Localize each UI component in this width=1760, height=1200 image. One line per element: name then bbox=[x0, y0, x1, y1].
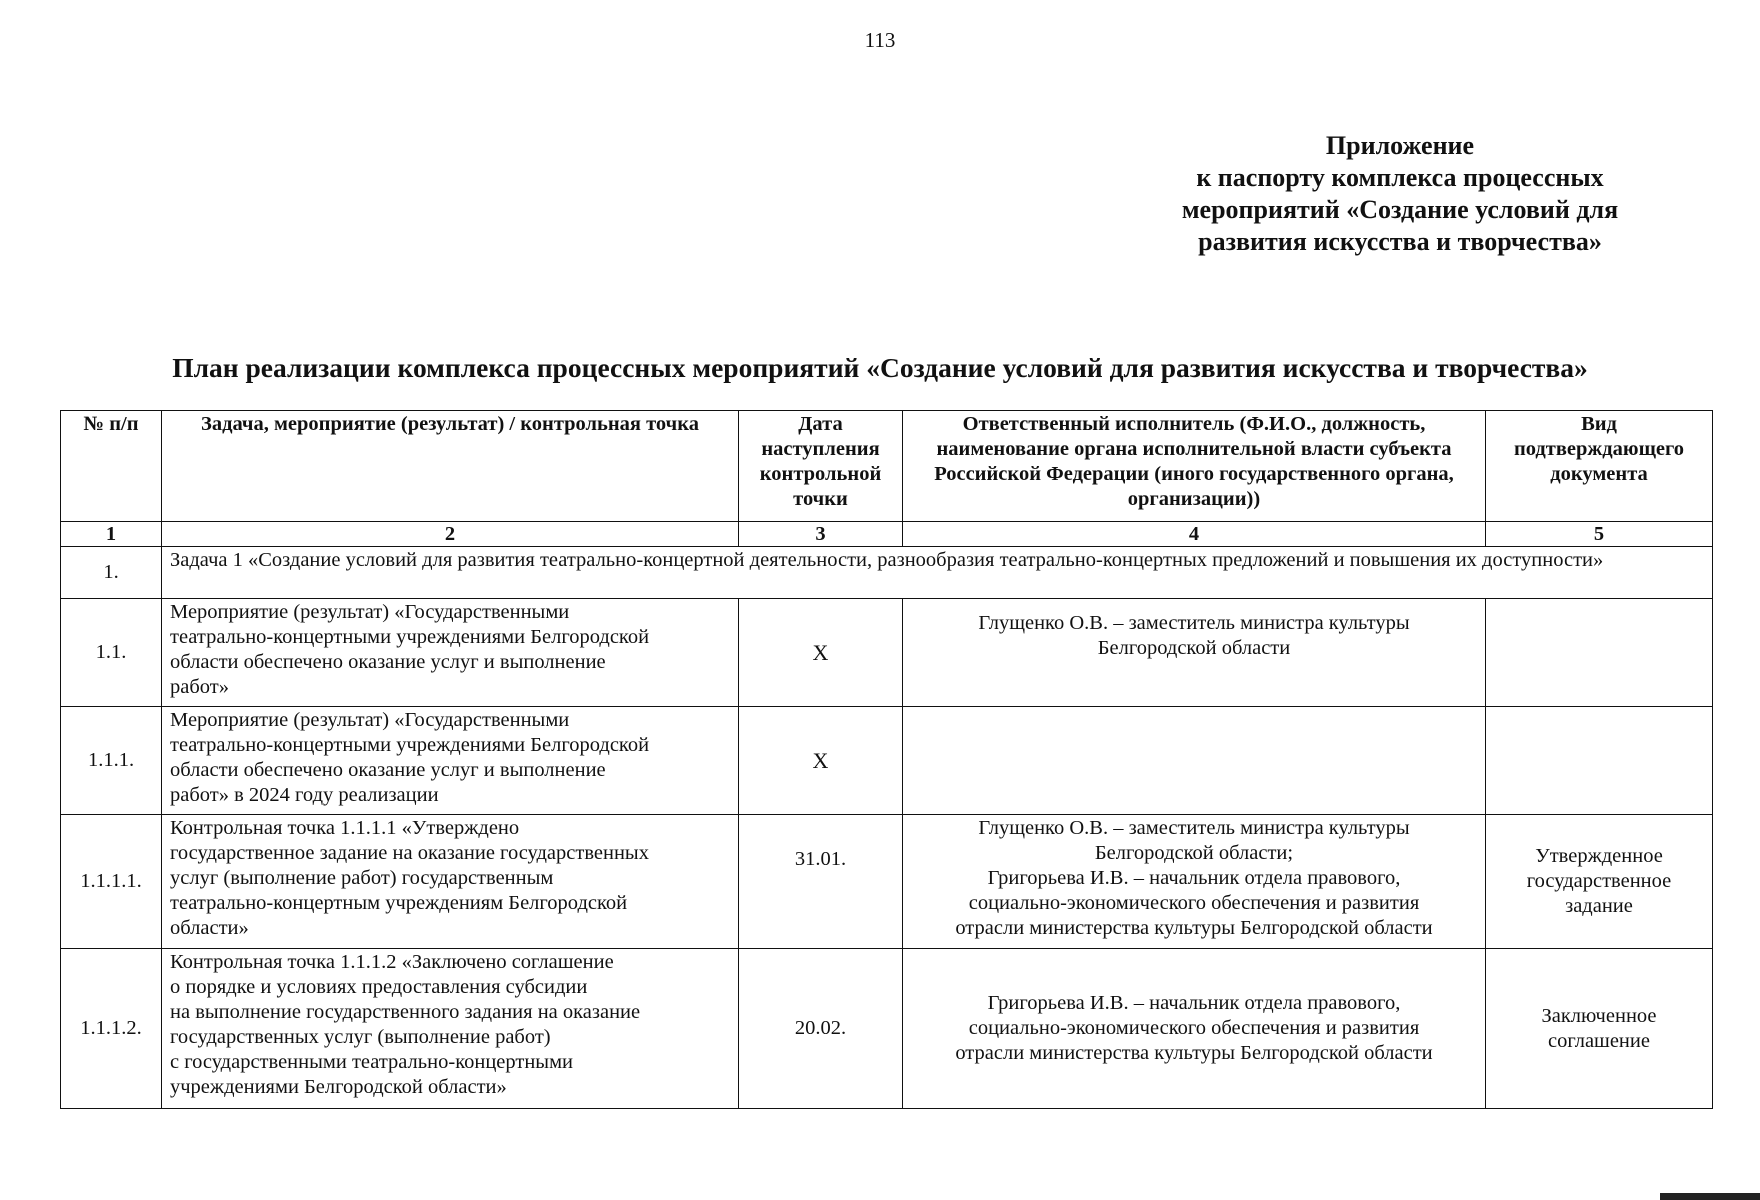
page-number: 113 bbox=[864, 28, 896, 52]
date-cell: Х bbox=[739, 707, 903, 815]
date-cell: 20.02. bbox=[739, 949, 903, 1109]
date-cell: Х bbox=[739, 599, 903, 707]
appendix-line: мероприятий «Создание условий для bbox=[1181, 195, 1619, 224]
appendix-line: Приложение bbox=[1325, 131, 1475, 160]
item-line: учреждениями Белгородской области» bbox=[170, 1076, 507, 1098]
item-line: на выполнение государственного задания на оказание bbox=[170, 1001, 641, 1023]
document-cell bbox=[1486, 815, 1713, 949]
row-number: 1.1.1. bbox=[61, 707, 162, 815]
header-document: Вид подтверждающего документа bbox=[1486, 411, 1713, 522]
item-cell bbox=[162, 949, 739, 1109]
header-task: Задача, мероприятие (результат) / контрольная точка bbox=[162, 411, 739, 522]
document-line: государственное bbox=[1526, 870, 1672, 892]
column-number: 2 bbox=[162, 522, 739, 547]
document-cell bbox=[1486, 707, 1713, 815]
row-number: 1. bbox=[61, 547, 162, 599]
responsible-cell bbox=[903, 599, 1486, 707]
responsible-line: Белгородской области bbox=[1097, 637, 1291, 659]
item-line: театрально-концертным учреждениям Белгородской bbox=[170, 892, 628, 914]
responsible-line: Белгородской области; bbox=[1094, 842, 1294, 864]
item-line: области» bbox=[170, 917, 249, 939]
responsible-line: Глущенко О.В. – заместитель министра культуры bbox=[978, 817, 1410, 839]
header-number: № п/п bbox=[61, 411, 162, 522]
column-number-row bbox=[61, 522, 1713, 547]
header-row bbox=[61, 411, 1713, 522]
item-line: государственное задание на оказание государственных bbox=[170, 842, 649, 864]
item-line: театрально-концертными учреждениями Белгородской bbox=[170, 626, 650, 648]
document-line: Заключенное bbox=[1541, 1004, 1657, 1027]
document-line: Утвержденное bbox=[1535, 845, 1663, 867]
responsible-line: отрасли министерства культуры Белгородской области bbox=[955, 1042, 1433, 1064]
responsible-line: отрасли министерства культуры Белгородской области bbox=[955, 917, 1433, 939]
item-cell bbox=[162, 707, 739, 815]
responsible-line: социально-экономического обеспечения и развития bbox=[968, 892, 1420, 914]
appendix-line: к паспорту комплекса процессных bbox=[1196, 163, 1604, 192]
date-cell: 31.01. bbox=[739, 815, 903, 949]
item-line: государственных услуг (выполнение работ) bbox=[170, 1026, 551, 1048]
responsible-line: социально-экономического обеспечения и развития bbox=[968, 1017, 1420, 1039]
responsible-line: Григорьева И.В. – начальник отдела правового, bbox=[987, 867, 1401, 889]
item-line: Контрольная точка 1.1.1.2 «Заключено соглашение bbox=[170, 951, 614, 973]
plan-table bbox=[60, 410, 1713, 1109]
responsible-line: Григорьева И.В. – начальник отдела правового, bbox=[987, 992, 1401, 1014]
item-line: работ» в 2024 году реализации bbox=[170, 784, 439, 806]
responsible-cell bbox=[903, 815, 1486, 949]
appendix-line: развития искусства и творчества» bbox=[1198, 227, 1602, 256]
plan-title: План реализации комплекса процессных мероприятий «Создание условий для развития искусства и творчества» bbox=[172, 352, 1588, 383]
responsible-cell bbox=[903, 707, 1486, 815]
item-line: Контрольная точка 1.1.1.1 «Утверждено bbox=[170, 817, 520, 839]
scan-edge-bar bbox=[1660, 1193, 1760, 1200]
header-responsible: Ответственный исполнитель (Ф.И.О., должность, наименование органа исполнительной власти субъекта Российской Федерации (иного государственного органа, организации)) bbox=[903, 411, 1486, 522]
appendix-heading bbox=[1110, 130, 1690, 258]
task-text: Задача 1 «Создание условий для развития театрально-концертной деятельности, разнообразия театрально-концертных предложений и повышения их доступности» bbox=[162, 547, 1713, 599]
column-number: 3 bbox=[739, 522, 903, 547]
item-line: области обеспечено оказание услуг и выполнение bbox=[170, 759, 606, 781]
table-row bbox=[61, 949, 1713, 1109]
item-line: работ» bbox=[170, 676, 229, 698]
task-row bbox=[61, 547, 1713, 599]
document-cell bbox=[1486, 599, 1713, 707]
row-number: 1.1.1.2. bbox=[61, 949, 162, 1109]
column-number: 5 bbox=[1486, 522, 1713, 547]
document-line: задание bbox=[1565, 895, 1633, 917]
table-row bbox=[61, 599, 1713, 707]
row-number: 1.1.1.1. bbox=[61, 815, 162, 949]
item-line: услуг (выполнение работ) государственным bbox=[170, 867, 554, 889]
item-cell bbox=[162, 815, 739, 949]
item-line: театрально-концертными учреждениями Белгородской bbox=[170, 734, 650, 756]
table-row bbox=[61, 707, 1713, 815]
item-cell bbox=[162, 599, 739, 707]
document-line: соглашение bbox=[1548, 1029, 1650, 1052]
responsible-cell bbox=[903, 949, 1486, 1109]
item-line: области обеспечено оказание услуг и выполнение bbox=[170, 651, 606, 673]
item-line: Мероприятие (результат) «Государственными bbox=[170, 601, 570, 623]
column-number: 4 bbox=[903, 522, 1486, 547]
item-line: о порядке и условиях предоставления субсидии bbox=[170, 976, 588, 998]
document-cell bbox=[1486, 949, 1713, 1109]
header-date: Дата наступления контрольной точки bbox=[739, 411, 903, 522]
table-row bbox=[61, 815, 1713, 949]
responsible-line: Глущенко О.В. – заместитель министра культуры bbox=[978, 612, 1410, 634]
row-number: 1.1. bbox=[61, 599, 162, 707]
item-line: Мероприятие (результат) «Государственными bbox=[170, 709, 570, 731]
item-line: с государственными театрально-концертными bbox=[170, 1051, 574, 1073]
column-number: 1 bbox=[61, 522, 162, 547]
